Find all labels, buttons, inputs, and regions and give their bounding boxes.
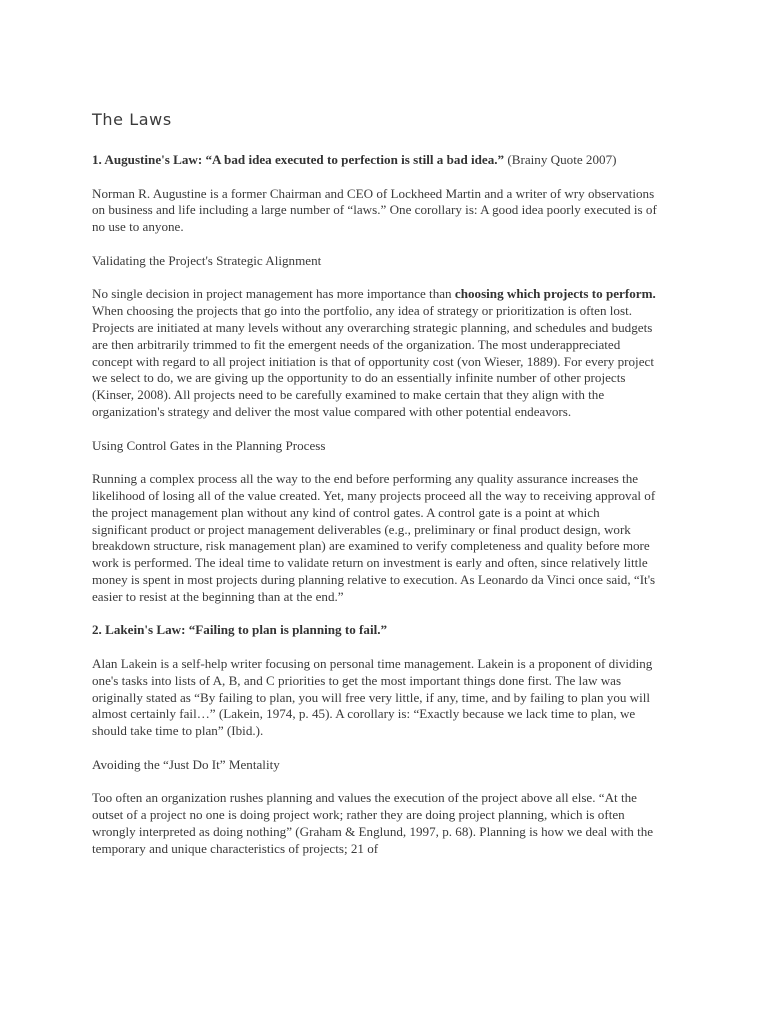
document-body [92, 110, 658, 874]
law-1-intro-paragraph: Norman R. Augustine is a former Chairman and CEO of Lockheed Martin and a writer of wry observations on business and life including a large number of “laws.” One corollary is: A good idea poorly executed is of no use to anyone. [92, 185, 657, 235]
section-heading-just-do-it: Avoiding the “Just Do It” Mentality [92, 756, 280, 772]
strategic-alignment-paragraph [92, 286, 658, 420]
law-1-heading [92, 152, 658, 169]
strategic-alignment-text-end: When choosing the projects that go into the portfolio, any idea of strategy or prioritization is often lost. Projects are initiated at many levels without any overarching strategic planning, and schedules and budgets are then arbitrarily trimmed to fit the emergent needs of the organization. The most underappreciated concept with regard to all project initiation is that of opportunity cost (von Wieser, 1889). For every project we select to do, we are giving up the opportunity to do an essentially infinite number of other projects (Kinser, 2008). All projects need to be carefully examined to make certain that they align with the organization's strategy and deliver the most value compared with other potential endeavors. [92, 303, 654, 419]
strategic-alignment-emphasis: choosing which projects to perform. [454, 286, 656, 302]
section-heading-control-gates: Using Control Gates in the Planning Process [92, 437, 326, 453]
strategic-alignment-text-start: No single decision in project management has more importance than [92, 286, 455, 302]
control-gates-paragraph: Running a complex process all the way to the end before performing any quality assurance increases the likelihood of losing all of the value created. Yet, many projects proceed all the way to receiving approval of the project management plan without any kind of control gates. A control gate is a point at which significant product or project management deliverables (e.g., preliminary or final product design, work breakdown structure, risk management plan) are examined to verify completeness and quality before more work is performed. The ideal time to validate return on investment is early and often, since relatively little money is spent in most projects during planning relative to execution. As Leonardo da Vinci once said, “It's easier to resist at the beginning than at the end.” [92, 471, 656, 604]
page-title: The Laws [92, 110, 172, 129]
law-1-citation: (Brainy Quote 2007) [504, 152, 617, 167]
law-2-intro-paragraph: Alan Lakein is a self-help writer focusing on personal time management. Lakein is a proponent of dividing one's tasks into lists of A, B, and C priorities to get the most important things done first. The law was originally stated as “By failing to plan, you will free very little, if any, time, and by failing to plan you will almost certainly fail…” (Lakein, 1974, p. 45). A corollary is: “Exactly because we lack time to plan, we should take time to plan” (Ibid.). [92, 655, 653, 739]
law-1-statement: 1. Augustine's Law: “A bad idea executed to perfection is still a bad idea.” [92, 152, 505, 167]
law-2-heading [92, 622, 658, 639]
section-heading-strategic-alignment: Validating the Project's Strategic Alignment [92, 252, 322, 268]
law-2-statement: 2. Lakein's Law: “Failing to plan is planning to fail.” [92, 622, 388, 638]
just-do-it-paragraph: Too often an organization rushes planning and values the execution of the project above all else. “At the outset of a project no one is doing project work; rather they are doing project planning, which is often wrongly interpreted as doing nothing” (Graham & Englund, 1997, p. 68). Planning is how we deal with the temporary and unique characteristics of projects; 21 of [92, 790, 654, 856]
